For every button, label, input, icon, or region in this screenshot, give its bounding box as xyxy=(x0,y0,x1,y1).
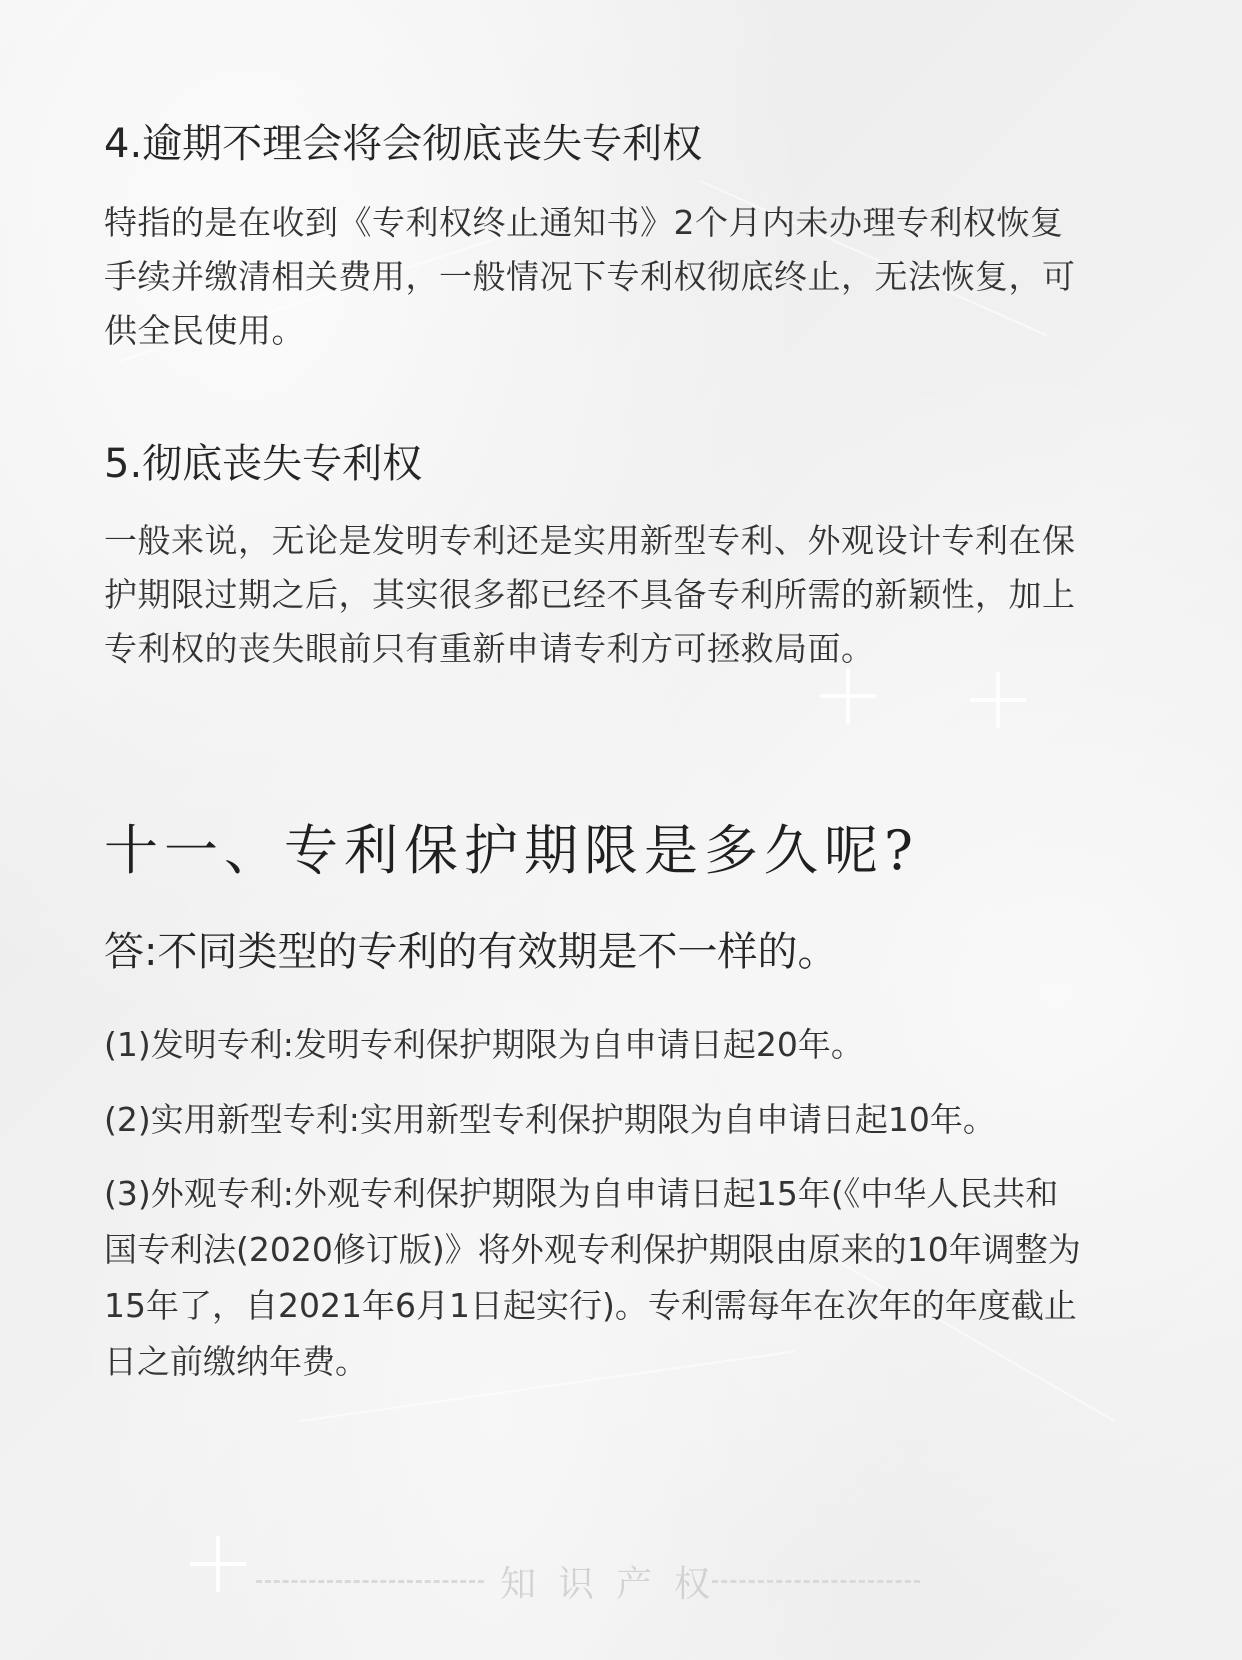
section5-body xyxy=(104,514,1184,676)
section5-heading: 5.彻底丧失专利权 xyxy=(104,441,423,487)
section5-line: 专利权的丧失眼前只有重新申请专利方可拯救局面。 xyxy=(104,629,875,668)
section5-line: 一般来说，无论是发明专利还是实用新型专利、外观设计专利在保 xyxy=(104,521,1076,560)
section4-line: 手续并缴清相关费用，一般情况下专利权彻底终止，无法恢复，可 xyxy=(104,257,1076,296)
section4-line: 特指的是在收到《专利权终止通知书》2个月内未办理专利权恢复 xyxy=(104,203,1064,242)
footer-label: 知识产权 xyxy=(500,1564,733,1605)
footer-dashed-line-left xyxy=(256,1580,484,1583)
section4-heading: 4.逾期不理会将会彻底丧失专利权 xyxy=(104,121,703,167)
question-title: 十一、专利保护期限是多久呢? xyxy=(104,819,919,882)
term-item-invention: (1)发明专利:发明专利保护期限为自申请日起20年。 xyxy=(104,1025,864,1064)
section5-line: 护期限过期之后，其实很多都已经不具备专利所需的新颖性，加上 xyxy=(104,575,1076,614)
footer-dashed-line-right xyxy=(712,1580,920,1583)
plus-decoration-icon xyxy=(970,672,1026,728)
term-item-design-line: 日之前缴纳年费。 xyxy=(104,1342,368,1381)
term-item-utility-model: (2)实用新型专利:实用新型专利保护期限为自申请日起10年。 xyxy=(104,1100,996,1139)
section4-body xyxy=(104,196,1184,358)
section4-line: 供全民使用。 xyxy=(104,311,305,350)
term-item-design-line: (3)外观专利:外观专利保护期限为自申请日起15年(《中华人民共和 xyxy=(104,1174,1059,1213)
term-item-design-line: 国专利法(2020修订版)》将外观专利保护期限由原来的10年调整为 xyxy=(104,1230,1081,1269)
plus-decoration-icon xyxy=(820,668,876,724)
answer-text: 答:不同类型的专利的有效期是不一样的。 xyxy=(104,929,838,975)
term-item-design-line: 15年了，自2021年6月1日起实行)。专利需每年在次年的年度截止 xyxy=(104,1286,1077,1325)
term-item-design xyxy=(104,1166,1184,1390)
footer xyxy=(0,1550,1242,1610)
